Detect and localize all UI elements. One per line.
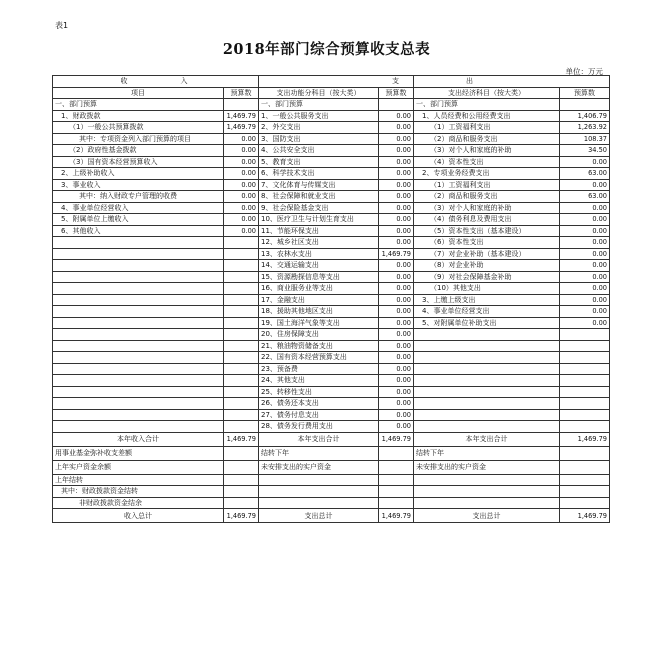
table-row [53, 191, 610, 203]
func-budget: 0.00 [379, 145, 414, 157]
income-item: 一、部门预算 [53, 99, 224, 111]
footer-row-carry [53, 446, 610, 460]
income-item [53, 421, 224, 433]
unit-label: 单位：万元 [565, 67, 603, 76]
func-budget: 0.00 [379, 168, 414, 180]
func-item: 18、援助其他地区支出 [259, 306, 379, 318]
func-item: 13、农林水支出 [259, 248, 379, 260]
func-item: 8、社会保障和就业支出 [259, 191, 379, 203]
income-item [53, 294, 224, 306]
func-item: 25、转移性支出 [259, 386, 379, 398]
income-budget: 0.00 [224, 191, 259, 203]
func-budget: 0.00 [379, 283, 414, 295]
func-item: 9、社会保险基金支出 [259, 202, 379, 214]
econ-budget: 0.00 [560, 225, 610, 237]
footer-fund-balance-label: 用事业基金弥补收支差额 [53, 446, 224, 460]
func-item: 12、城乡社区支出 [259, 237, 379, 249]
header-row-columns [53, 87, 610, 99]
econ-budget [560, 386, 610, 398]
func-total-value: 1,469.79 [379, 432, 414, 446]
table-row [53, 409, 610, 421]
econ-budget [560, 409, 610, 421]
income-item [53, 283, 224, 295]
income-budget: 0.00 [224, 156, 259, 168]
func-item: 24、其他支出 [259, 375, 379, 387]
econ-item: 1、人员经费和公用经费支出 [414, 110, 560, 122]
econ-budget: 34.50 [560, 145, 610, 157]
econ-budget: 0.00 [560, 202, 610, 214]
func-item: 26、债务还本支出 [259, 398, 379, 410]
income-item [53, 352, 224, 364]
income-budget: 0.00 [224, 225, 259, 237]
income-budget [224, 248, 259, 260]
income-item: 其中：纳入财政专户管理的收费 [53, 191, 224, 203]
footer-unallocated-label: 未安排支出的实户资金 [414, 460, 560, 474]
econ-budget [560, 421, 610, 433]
income-item [53, 409, 224, 421]
income-budget: 0.00 [224, 145, 259, 157]
table-row [53, 421, 610, 433]
table-row [53, 317, 610, 329]
func-budget [379, 99, 414, 111]
econ-item: （3）对个人和家庭的补助 [414, 145, 560, 157]
econ-item: （4）债务利息及费用支出 [414, 214, 560, 226]
income-budget [224, 329, 259, 341]
func-item: 7、文化体育与传媒支出 [259, 179, 379, 191]
func-budget: 1,469.79 [379, 248, 414, 260]
econ-item: 2、专项业务经费支出 [414, 168, 560, 180]
income-budget [224, 99, 259, 111]
table-row [53, 202, 610, 214]
table-row [53, 145, 610, 157]
func-item: 23、预备费 [259, 363, 379, 375]
expenditure-header-right: 出 [414, 76, 610, 88]
func-item: 3、国防支出 [259, 133, 379, 145]
func-item: 14、交通运输支出 [259, 260, 379, 272]
table-row [53, 260, 610, 272]
table-row [53, 329, 610, 341]
income-budget [224, 398, 259, 410]
func-budget: 0.00 [379, 306, 414, 318]
income-item [53, 271, 224, 283]
func-item: 17、金融支出 [259, 294, 379, 306]
func-item: 20、住房保障支出 [259, 329, 379, 341]
income-item [53, 317, 224, 329]
page-title: 2018年部门综合预算收支总表 [222, 41, 431, 58]
income-item [53, 248, 224, 260]
econ-item [414, 329, 560, 341]
table-row [53, 110, 610, 122]
income-item: 4、事业单位经营收入 [53, 202, 224, 214]
econ-budget: 0.00 [560, 214, 610, 226]
table-row [53, 237, 610, 249]
func-item: 15、资源勘探信息等支出 [259, 271, 379, 283]
func-item: 11、节能环保支出 [259, 225, 379, 237]
econ-item: （8）对企业补助 [414, 260, 560, 272]
income-budget [224, 352, 259, 364]
econ-budget: 0.00 [560, 283, 610, 295]
income-item: 5、附属单位上缴收入 [53, 214, 224, 226]
income-item: 6、其他收入 [53, 225, 224, 237]
econ-item: （6）资本性支出 [414, 237, 560, 249]
income-item: 3、事业收入 [53, 179, 224, 191]
table-row [53, 133, 610, 145]
func-item: 16、商业服务业等支出 [259, 283, 379, 295]
func-budget: 0.00 [379, 271, 414, 283]
col-header-func-item: 支出功能分科目（按大类） [259, 87, 379, 99]
table-row [53, 352, 610, 364]
income-budget [224, 340, 259, 352]
income-item: （3）国有资本经营预算收入 [53, 156, 224, 168]
econ-item: （1）工资福利支出 [414, 179, 560, 191]
income-item [53, 340, 224, 352]
income-budget [224, 294, 259, 306]
econ-item: （9）对社会保障基金补助 [414, 271, 560, 283]
income-budget [224, 237, 259, 249]
econ-item: （10）其他支出 [414, 283, 560, 295]
income-item [53, 329, 224, 341]
econ-budget: 0.00 [560, 237, 610, 249]
footer-prev-balance-label: 上年实户资金余额 [53, 460, 224, 474]
econ-budget: 0.00 [560, 306, 610, 318]
econ-budget: 0.00 [560, 317, 610, 329]
table-row [53, 340, 610, 352]
econ-item [414, 352, 560, 364]
econ-item: （7）对企业补助（基本建设） [414, 248, 560, 260]
econ-budget: 0.00 [560, 156, 610, 168]
summary-row-totals [53, 432, 610, 446]
func-budget: 0.00 [379, 329, 414, 341]
col-header-budget: 预算数 [224, 87, 259, 99]
econ-item: 4、事业单位经营支出 [414, 306, 560, 318]
income-budget [224, 375, 259, 387]
econ-budget [560, 375, 610, 387]
func-budget: 0.00 [379, 110, 414, 122]
income-item [53, 237, 224, 249]
func-budget: 0.00 [379, 386, 414, 398]
footer-nonfiscal-label: 非财政拨款资金结余 [53, 497, 224, 509]
income-budget [224, 283, 259, 295]
econ-item: （2）商品和服务支出 [414, 191, 560, 203]
header-row-group [53, 76, 610, 88]
table-row [53, 99, 610, 111]
income-budget: 1,469.79 [224, 122, 259, 134]
func-budget: 0.00 [379, 202, 414, 214]
income-item [53, 386, 224, 398]
econ-budget [560, 352, 610, 364]
income-budget [224, 421, 259, 433]
func-budget: 0.00 [379, 294, 414, 306]
func-total-label: 本年支出合计 [259, 432, 379, 446]
income-item: 其中：专项资金列入部门预算的项目 [53, 133, 224, 145]
grand-income-label: 收入总计 [53, 509, 224, 523]
table-row [53, 179, 610, 191]
econ-budget: 0.00 [560, 248, 610, 260]
econ-item: （4）资本性支出 [414, 156, 560, 168]
func-budget: 0.00 [379, 363, 414, 375]
footer-carry-next-label: 结转下年 [259, 446, 379, 460]
func-item: 10、医疗卫生与计划生育支出 [259, 214, 379, 226]
table-row [53, 248, 610, 260]
econ-budget: 0.00 [560, 179, 610, 191]
func-item: 一、部门预算 [259, 99, 379, 111]
table-row [53, 363, 610, 375]
income-item [53, 363, 224, 375]
func-item: 21、粮油物资储备支出 [259, 340, 379, 352]
func-budget: 0.00 [379, 260, 414, 272]
expenditure-header-left: 支 [259, 76, 414, 88]
func-budget: 0.00 [379, 214, 414, 226]
func-budget: 0.00 [379, 191, 414, 203]
income-budget [224, 260, 259, 272]
grand-econ-value: 1,469.79 [560, 509, 610, 523]
econ-item [414, 398, 560, 410]
col-header-budget: 预算数 [560, 87, 610, 99]
econ-item: 5、对附属单位补助支出 [414, 317, 560, 329]
func-item: 28、债务发行费用支出 [259, 421, 379, 433]
footer-fiscal-carry-label: 其中：财政拨款资金结转 [53, 486, 224, 498]
func-item: 22、国有资本经营预算支出 [259, 352, 379, 364]
econ-budget [560, 329, 610, 341]
econ-budget: 1,263.92 [560, 122, 610, 134]
income-budget [224, 271, 259, 283]
grand-econ-label: 支出总计 [414, 509, 560, 523]
col-header-item: 项目 [53, 87, 224, 99]
econ-budget [560, 99, 610, 111]
econ-item: （1）工资福利支出 [414, 122, 560, 134]
income-item [53, 306, 224, 318]
func-item: 4、公共安全支出 [259, 145, 379, 157]
footer-prev-carry-label: 上年结转 [53, 474, 224, 486]
income-item [53, 375, 224, 387]
income-item: （2）政府性基金拨款 [53, 145, 224, 157]
func-budget: 0.00 [379, 133, 414, 145]
econ-total-value: 1,469.79 [560, 432, 610, 446]
income-total-value: 1,469.79 [224, 432, 259, 446]
func-item: 27、债务付息支出 [259, 409, 379, 421]
table-row [53, 306, 610, 318]
func-budget: 0.00 [379, 352, 414, 364]
econ-item [414, 421, 560, 433]
grand-func-value: 1,469.79 [379, 509, 414, 523]
econ-budget [560, 340, 610, 352]
income-item [53, 398, 224, 410]
econ-budget: 0.00 [560, 271, 610, 283]
econ-budget: 108.37 [560, 133, 610, 145]
grand-func-label: 支出总计 [259, 509, 379, 523]
table-number: 表1 [55, 21, 69, 30]
func-item: 1、一般公共服务支出 [259, 110, 379, 122]
footer-row-prev-carry [53, 474, 610, 486]
table-row [53, 225, 610, 237]
income-item: （1）一般公共预算拨款 [53, 122, 224, 134]
table-row [53, 386, 610, 398]
col-header-budget: 预算数 [379, 87, 414, 99]
table-row [53, 271, 610, 283]
econ-item: 一、部门预算 [414, 99, 560, 111]
func-budget: 0.00 [379, 398, 414, 410]
income-item: 2、上级补助收入 [53, 168, 224, 180]
econ-budget [560, 398, 610, 410]
table-row [53, 294, 610, 306]
econ-item [414, 363, 560, 375]
econ-budget [560, 363, 610, 375]
econ-item [414, 375, 560, 387]
table-row [53, 375, 610, 387]
econ-item [414, 340, 560, 352]
footer-row-balance [53, 460, 610, 474]
func-budget: 0.00 [379, 409, 414, 421]
table-row [53, 122, 610, 134]
func-budget: 0.00 [379, 179, 414, 191]
econ-budget: 0.00 [560, 294, 610, 306]
func-item: 2、外交支出 [259, 122, 379, 134]
income-budget [224, 386, 259, 398]
income-item [53, 260, 224, 272]
func-budget: 0.00 [379, 225, 414, 237]
econ-item: 3、上缴上级支出 [414, 294, 560, 306]
income-budget: 0.00 [224, 179, 259, 191]
footer-row-fiscal-carry [53, 486, 610, 498]
income-item: 1、财政拨款 [53, 110, 224, 122]
econ-budget: 0.00 [560, 260, 610, 272]
income-budget: 0.00 [224, 214, 259, 226]
income-budget [224, 306, 259, 318]
footer-carry-next-label: 结转下年 [414, 446, 560, 460]
table-row [53, 214, 610, 226]
func-budget: 0.00 [379, 421, 414, 433]
col-header-econ-item: 支出经济科目（按大类） [414, 87, 560, 99]
func-item: 6、科学技术支出 [259, 168, 379, 180]
income-budget [224, 317, 259, 329]
income-budget: 1,469.79 [224, 110, 259, 122]
table-row [53, 283, 610, 295]
econ-item [414, 386, 560, 398]
econ-budget: 1,406.79 [560, 110, 610, 122]
func-budget: 0.00 [379, 122, 414, 134]
table-row [53, 168, 610, 180]
func-budget: 0.00 [379, 237, 414, 249]
func-budget: 0.00 [379, 340, 414, 352]
func-item: 19、国土海洋气象等支出 [259, 317, 379, 329]
econ-item: （5）资本性支出（基本建设） [414, 225, 560, 237]
table-row [53, 398, 610, 410]
econ-item [414, 409, 560, 421]
econ-item: （2）商品和服务支出 [414, 133, 560, 145]
income-budget: 0.00 [224, 133, 259, 145]
income-header: 收 入 [53, 76, 259, 88]
grand-total-row [53, 509, 610, 523]
footer-unallocated-label: 未安排支出的实户资金 [259, 460, 379, 474]
econ-item: （3）对个人和家庭的补助 [414, 202, 560, 214]
budget-summary-table [52, 75, 610, 523]
func-budget: 0.00 [379, 317, 414, 329]
grand-income-value: 1,469.79 [224, 509, 259, 523]
econ-budget: 63.00 [560, 191, 610, 203]
income-total-label: 本年收入合计 [53, 432, 224, 446]
func-item: 5、教育支出 [259, 156, 379, 168]
income-budget [224, 363, 259, 375]
econ-total-label: 本年支出合计 [414, 432, 560, 446]
func-budget: 0.00 [379, 375, 414, 387]
income-budget: 0.00 [224, 202, 259, 214]
econ-budget: 63.00 [560, 168, 610, 180]
income-budget [224, 409, 259, 421]
table-row [53, 156, 610, 168]
footer-row-nonfiscal [53, 497, 610, 509]
income-budget: 0.00 [224, 168, 259, 180]
func-budget: 0.00 [379, 156, 414, 168]
